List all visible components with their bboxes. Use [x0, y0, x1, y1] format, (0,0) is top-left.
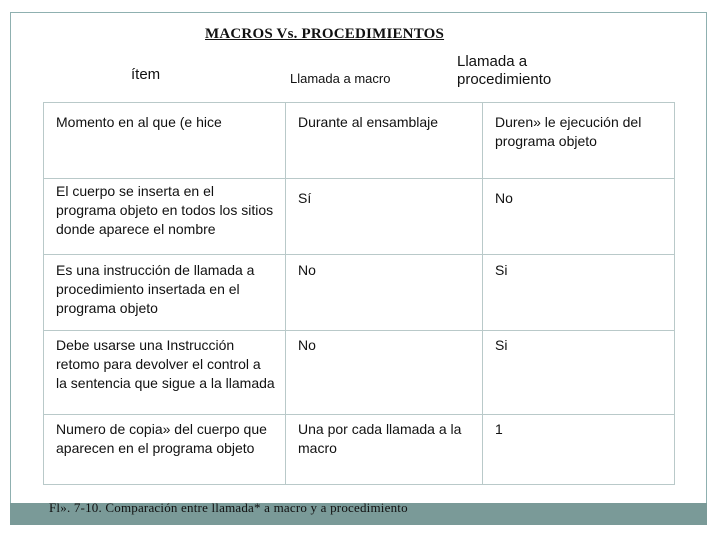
cell-item: Momento en al que (e hice	[44, 103, 286, 179]
cell-procedure: Si	[483, 255, 675, 331]
cell-item: El cuerpo se inserta en el programa objeto en todos los sitios donde aparece el nombre	[44, 179, 286, 255]
cell-macro: No	[286, 331, 483, 415]
cell-procedure: Duren» le ejecución del programa objeto	[483, 103, 675, 179]
table-row	[44, 255, 675, 331]
cell-macro: Durante al ensamblaje	[286, 103, 483, 179]
table-row	[44, 179, 675, 255]
comparison-table	[43, 102, 675, 485]
cell-macro: No	[286, 255, 483, 331]
figure-caption: Fl». 7-10. Comparación entre llamada* a macro y a procedimiento	[49, 500, 408, 515]
cell-item: Es una instrucción de llamada a procedimiento insertada en el programa objeto	[44, 255, 286, 331]
column-header-procedure: Llamada a procedimiento	[457, 53, 552, 88]
table-row	[44, 331, 675, 415]
table-row	[44, 103, 675, 179]
cell-item: Debe usarse una Instrucción retomo para devolver el control a la sentencia que sigue a la llamada	[44, 331, 286, 415]
cell-item: Numero de copia» del cuerpo que aparecen en el programa objeto	[44, 415, 286, 485]
cell-procedure: 1	[483, 415, 675, 485]
page-title: MACROS Vs. PROCEDIMIENTOS	[205, 26, 445, 42]
cell-procedure: No	[483, 179, 675, 255]
column-header-item: ítem	[131, 66, 161, 83]
column-header-macro: Llamada a macro	[290, 71, 391, 86]
cell-macro: Sí	[286, 179, 483, 255]
cell-macro: Una por cada llamada a la macro	[286, 415, 483, 485]
table-row	[44, 415, 675, 485]
cell-procedure: Si	[483, 331, 675, 415]
